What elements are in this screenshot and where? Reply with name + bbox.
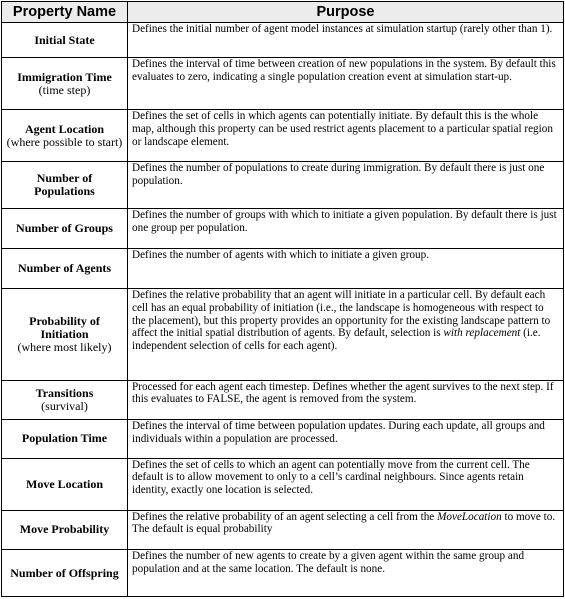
property-subtitle: (where most likely) [17, 339, 112, 354]
table-row [2, 420, 564, 458]
property-name: Initial State [34, 32, 95, 47]
property-name: Number of Groups [16, 220, 113, 235]
purpose-cell [128, 110, 564, 162]
property-subtitle: (time step) [38, 82, 91, 97]
property-name-cell [2, 510, 128, 550]
property-name-cell [2, 110, 128, 162]
table-row [2, 289, 564, 381]
property-name: Agent Location [25, 121, 104, 136]
table-row [2, 58, 564, 110]
property-name: Move Location [26, 476, 103, 491]
property-name: Number of Populations [34, 171, 95, 199]
purpose-text: Defines the relative probability of an agent selecting a cell from the [132, 510, 438, 523]
purpose-text: Defines the set of cells in which agents can potentially initiate. By default this is the whole map, although this property can be used restrict agents placement to a particular spatial region or landscape element. [132, 110, 553, 148]
property-name: Probability of Initiation [29, 313, 100, 341]
purpose-text: Defines the interval of time between population updates. During each update, all groups and individuals within a population are processed. [132, 420, 545, 445]
purpose-text: Defines the number of populations to create during immigration. By default there is just one population. [132, 162, 545, 188]
table-row [2, 380, 564, 420]
property-name: Move Probability [19, 522, 110, 537]
property-name-cell [2, 380, 128, 420]
purpose-text: Defines the number of groups with which to initiate a given population. By default there is just one group per population. [132, 209, 557, 234]
property-table [1, 1, 564, 597]
property-name-cell [2, 458, 128, 510]
property-name: Population Time [21, 431, 108, 446]
property-name: Number of Agents [17, 260, 112, 275]
purpose-text: Defines the interval of time between creation of new populations in the system. By default this evaluates to zero, indicating a single population creation event at simulation start-up. [132, 58, 556, 84]
table-row [2, 162, 564, 209]
purpose-cell [128, 248, 564, 289]
purpose-cell [128, 58, 564, 110]
purpose-cell [128, 380, 564, 420]
property-name: Immigration Time [17, 69, 112, 84]
purpose-emphasis: with replacement [443, 327, 521, 340]
property-name-cell [2, 162, 128, 209]
property-subtitle: (survival) [41, 398, 88, 413]
property-name-cell [2, 420, 128, 458]
purpose-text: Defines the relative probability that an agent will initiate in a particular cell. By default each cell has an equal probability of initiation (i.e., the landscape is homogeneous with respect to the placement), but this property provides an opportunity for the existing landscape pattern to affect the initial spatial distribution of agents. By default, selection is [132, 289, 551, 340]
purpose-cell [128, 209, 564, 249]
property-name-cell [2, 248, 128, 289]
header-row [2, 2, 564, 23]
purpose-text: Defines the number of agents with which to initiate a given group. [132, 248, 430, 261]
property-name: Transitions [35, 385, 94, 400]
purpose-text: Defines the number of new agents to create by a given agent within the same group and population and at the same location. The default is none. [132, 550, 525, 575]
property-subtitle: (where possible to start) [6, 134, 123, 149]
property-name-cell [2, 209, 128, 249]
property-name: Number of Offspring [10, 565, 119, 580]
property-name-cell [2, 23, 128, 58]
purpose-text: to move to. The default is equal probability [132, 510, 556, 536]
table-row [2, 458, 564, 510]
purpose-cell [128, 420, 564, 458]
table-row [2, 510, 564, 550]
purpose-text: (i.e. independent selection of cells for each agent). [132, 327, 541, 352]
property-name-cell [2, 58, 128, 110]
purpose-emphasis: MoveLocation [437, 510, 502, 523]
purpose-cell [128, 289, 564, 381]
table-row [2, 110, 564, 162]
purpose-cell [128, 162, 564, 209]
purpose-cell [128, 23, 564, 58]
table-row [2, 248, 564, 289]
purpose-cell [128, 550, 564, 597]
property-name-cell [2, 289, 128, 381]
table-row [2, 209, 564, 249]
table-row [2, 23, 564, 58]
table-row [2, 550, 564, 597]
purpose-cell [128, 510, 564, 550]
purpose-text: Defines the set of cells to which an agent can potentially move from the current cell. The default is to allow movement to only to a cell’s cardinal neighbours. Since agents retain identity, exactly one location is selected. [132, 458, 530, 497]
property-name-cell [2, 550, 128, 597]
purpose-cell [128, 458, 564, 510]
purpose-text: Defines the initial number of agent model instances at simulation startup (rarely other than 1). [132, 23, 553, 35]
header-purpose: Purpose [128, 2, 564, 23]
header-property-name: Property Name [2, 2, 128, 23]
purpose-text: Processed for each agent each timestep. Defines whether the agent survives to the next step. If this evaluates to FALSE, the agent is removed from the system. [132, 380, 554, 406]
